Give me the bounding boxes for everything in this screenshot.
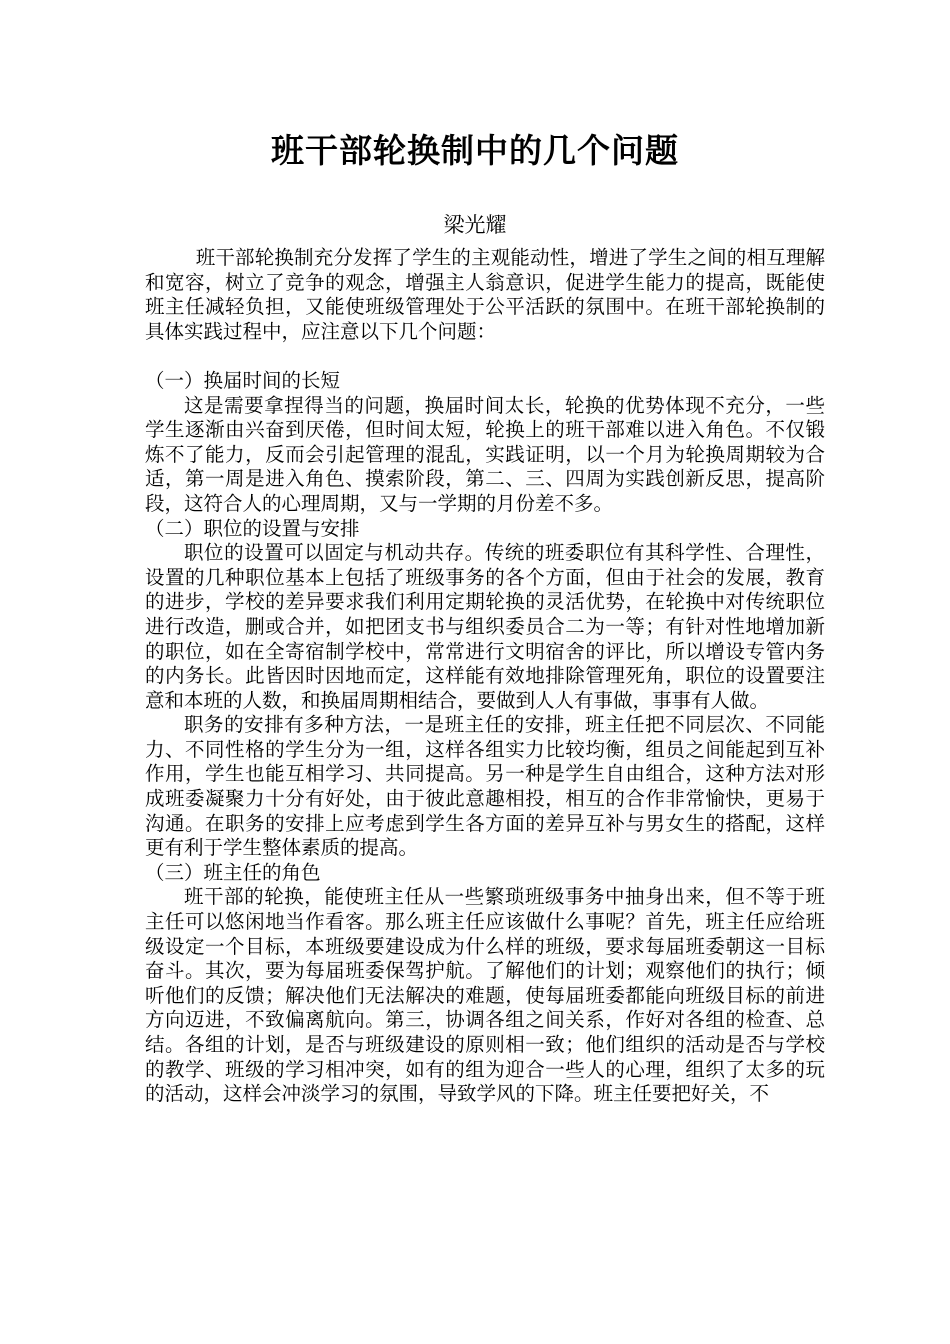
section-paragraph: 职位的设置可以固定与机动共存。传统的班委职位有其科学性、合理性，设置的几种职位基本上包括了班级事务的各个方面，但由于社会的发展，教育的进步，学校的差异要求我们利用定期轮换的灵活优势，在轮换中对传统职位进行改造，删或合并，如把团支书与组织委员合二为一等；有针对性地增加新的职位，如在全寄宿制学校中，常常进行文明宿舍的评比，所以增设专管内务的内务长。此皆因时因地而定，这样能有效地排除管理死角，职位的设置要注意和本班的人数，和换届周期相结合，要做到人人有事做，事事有人做。 xyxy=(145,541,825,712)
paragraph-spacer xyxy=(145,344,825,369)
section-heading: （三）班主任的角色 xyxy=(145,860,321,884)
document-body xyxy=(145,246,825,1107)
section-heading: （二）职位的设置与安排 xyxy=(145,516,360,540)
document-author: 梁光耀 xyxy=(443,213,507,237)
intro-paragraph: 班干部轮换制充分发挥了学生的主观能动性，增进了学生之间的相互理解和宽容，树立了竞争的观念，增强主人翁意识，促进学生能力的提高，既能使班主任减轻负担，又能使班级管理处于公平活跃的氛围中。在班干部轮换制的具体实践过程中，应注意以下几个问题： xyxy=(145,246,825,343)
section-paragraph: 这是需要拿捏得当的问题，换届时间太长，轮换的优势体现不充分，一些学生逐渐由兴奋到厌倦，但时间太短，轮换上的班干部难以进入角色。不仅锻炼不了能力，反而会引起管理的混乱，实践证明，以一个月为轮换周期较为合适，第一周是进入角色、摸索阶段，第二、三、四周为实践创新反思，提高阶段，这符合人的心理周期，又与一学期的月份差不多。 xyxy=(145,393,825,515)
document-title: 班干部轮换制中的几个问题 xyxy=(271,131,679,170)
section-heading: （一）换届时间的长短 xyxy=(145,368,341,392)
section-paragraph: 班干部的轮换，能使班主任从一些繁琐班级事务中抽身出来，但不等于班主任可以悠闲地当作看客。那么班主任应该做什么事呢？首先，班主任应给班级设定一个目标，本班级要建设成为什么样的班级，要求每届班委朝这一目标奋斗。其次，要为每届班委保驾护航。了解他们的计划；观察他们的执行；倾听他们的反馈；解决他们无法解决的难题，使每届班委都能向班级目标的前进方向迈进，不致偏离航向。第三，协调各组之间关系，作好对各组的检查、总结。各组的计划，是否与班级建设的原则相一致；他们组织的活动是否与学校的教学、班级的学习相冲突，如有的组为迎合一些人的心理，组织了太多的玩的活动，这样会冲淡学习的氛围，导致学风的下降。班主任要把好关，不 xyxy=(145,885,825,1106)
section-paragraph: 职务的安排有多种方法，一是班主任的安排，班主任把不同层次、不同能力、不同性格的学生分为一组，这样各组实力比较均衡，组员之间能起到互补作用，学生也能互相学习、共同提高。另一种是学生自由组合，这种方法对形成班委凝聚力十分有好处，由于彼此意趣相投，相互的合作非常愉快，更易于沟通。在职务的安排上应考虑到学生各方面的差异互补与男女生的搭配，这样更有利于学生整体素质的提高。 xyxy=(145,713,825,860)
